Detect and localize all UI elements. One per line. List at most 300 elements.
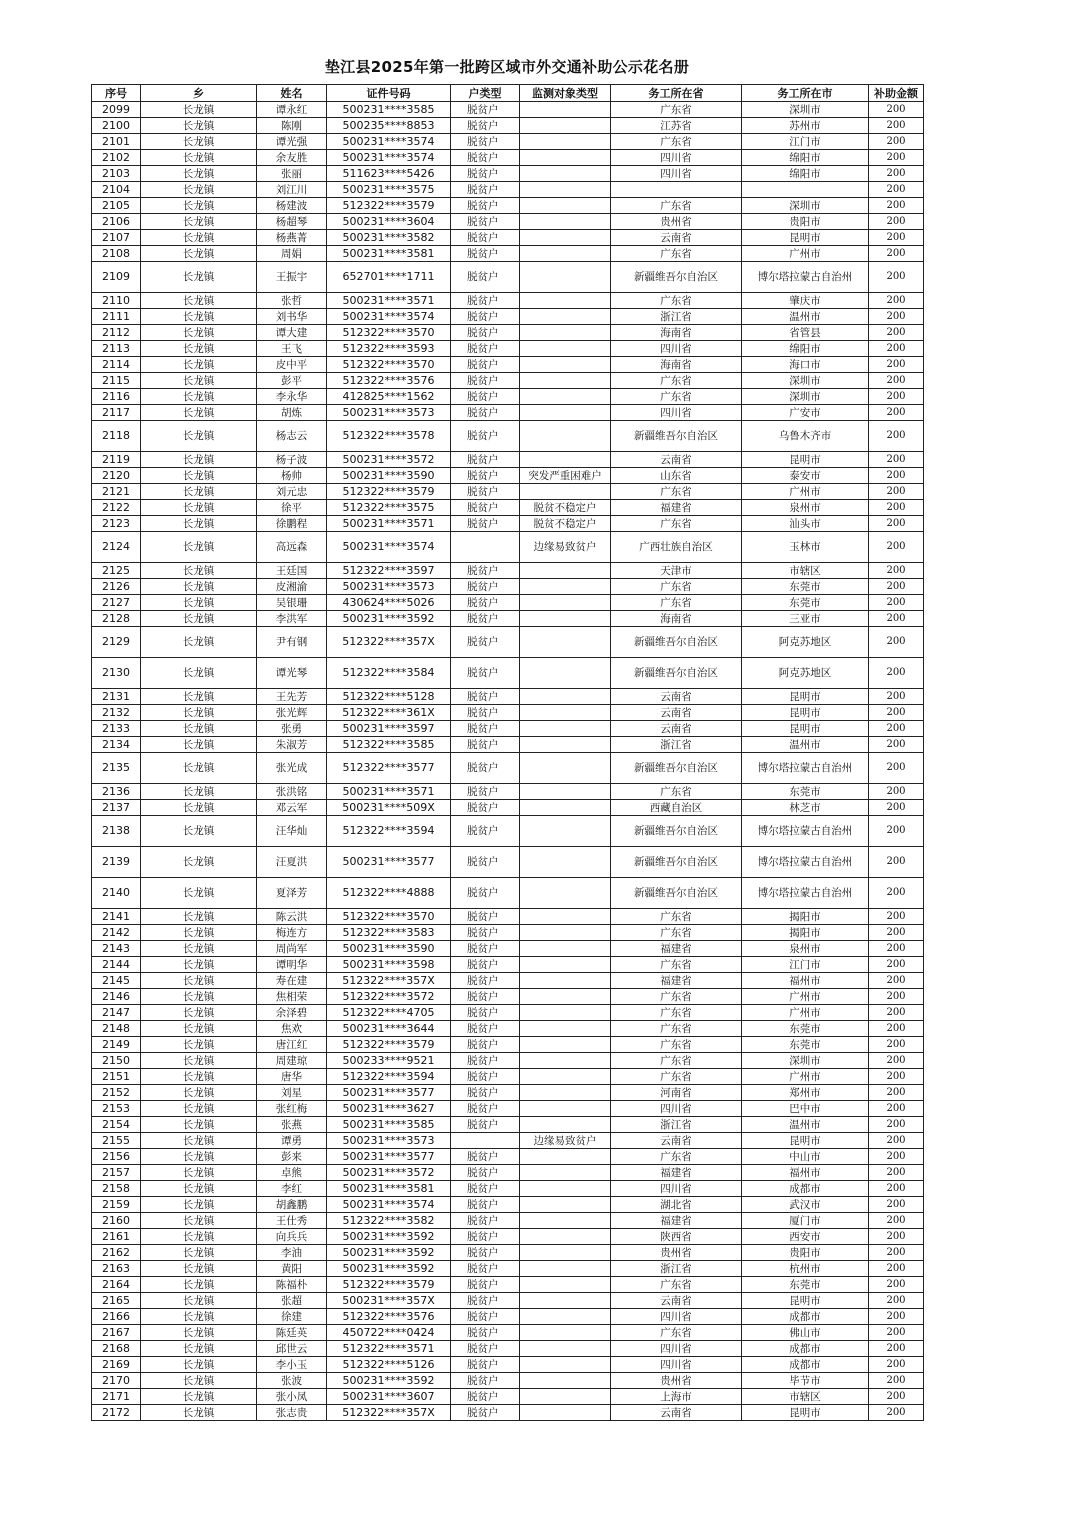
cell-work-city: 博尔塔拉蒙古自治州	[742, 262, 869, 293]
cell-work-province: 河南省	[611, 1085, 742, 1101]
cell-household-type: 脱贫户	[451, 1309, 520, 1325]
table-row	[92, 134, 924, 150]
cell-id-number: 500231****3592	[327, 1245, 451, 1261]
cell-work-city: 深圳市	[742, 102, 869, 118]
cell-township: 长龙镇	[141, 957, 257, 973]
cell-subsidy-amount: 200	[869, 1181, 924, 1197]
cell-monitor-type	[520, 1037, 611, 1053]
cell-work-province: 广东省	[611, 1149, 742, 1165]
cell-seq: 2164	[92, 1277, 141, 1293]
table-row	[92, 102, 924, 118]
cell-township: 长龙镇	[141, 500, 257, 516]
cell-id-number: 512322****3570	[327, 325, 451, 341]
cell-work-city: 中山市	[742, 1149, 869, 1165]
table-row	[92, 1165, 924, 1181]
cell-subsidy-amount: 200	[869, 198, 924, 214]
cell-seq: 2139	[92, 847, 141, 878]
cell-seq: 2132	[92, 705, 141, 721]
table-row	[92, 1021, 924, 1037]
cell-township: 长龙镇	[141, 230, 257, 246]
cell-monitor-type: 边缘易致贫户	[520, 1133, 611, 1149]
cell-township: 长龙镇	[141, 878, 257, 909]
cell-seq: 2103	[92, 166, 141, 182]
cell-name: 周娟	[257, 246, 327, 262]
cell-work-province: 上海市	[611, 1389, 742, 1405]
cell-subsidy-amount: 200	[869, 1357, 924, 1373]
cell-work-city: 玉林市	[742, 532, 869, 563]
cell-household-type: 脱贫户	[451, 658, 520, 689]
cell-work-city: 海口市	[742, 357, 869, 373]
cell-household-type: 脱贫户	[451, 421, 520, 452]
cell-household-type: 脱贫户	[451, 1165, 520, 1181]
cell-township: 长龙镇	[141, 1245, 257, 1261]
cell-work-city: 绵阳市	[742, 150, 869, 166]
cell-household-type: 脱贫户	[451, 957, 520, 973]
cell-monitor-type	[520, 134, 611, 150]
header-monitor-type: 监测对象类型	[520, 85, 611, 102]
cell-work-province: 四川省	[611, 1101, 742, 1117]
cell-township: 长龙镇	[141, 532, 257, 563]
cell-township: 长龙镇	[141, 800, 257, 816]
cell-work-province: 云南省	[611, 705, 742, 721]
cell-subsidy-amount: 200	[869, 1341, 924, 1357]
cell-household-type: 脱贫户	[451, 516, 520, 532]
cell-work-city: 西安市	[742, 1229, 869, 1245]
cell-household-type: 脱贫户	[451, 1053, 520, 1069]
cell-township: 长龙镇	[141, 1069, 257, 1085]
cell-seq: 2151	[92, 1069, 141, 1085]
table-row	[92, 611, 924, 627]
cell-seq: 2168	[92, 1341, 141, 1357]
cell-monitor-type	[520, 627, 611, 658]
cell-id-number: 500231****3597	[327, 721, 451, 737]
table-row	[92, 1053, 924, 1069]
cell-subsidy-amount: 200	[869, 1197, 924, 1213]
cell-township: 长龙镇	[141, 1341, 257, 1357]
cell-id-number: 512322****3583	[327, 925, 451, 941]
cell-household-type: 脱贫户	[451, 1277, 520, 1293]
table-row	[92, 957, 924, 973]
cell-household-type: 脱贫户	[451, 262, 520, 293]
cell-township: 长龙镇	[141, 1357, 257, 1373]
cell-monitor-type	[520, 1101, 611, 1117]
cell-household-type: 脱贫户	[451, 737, 520, 753]
cell-monitor-type	[520, 1197, 611, 1213]
cell-monitor-type	[520, 989, 611, 1005]
cell-name: 李永华	[257, 389, 327, 405]
cell-household-type: 脱贫户	[451, 134, 520, 150]
table-row	[92, 909, 924, 925]
cell-subsidy-amount: 200	[869, 1117, 924, 1133]
cell-township: 长龙镇	[141, 925, 257, 941]
cell-monitor-type	[520, 230, 611, 246]
header-township: 乡	[141, 85, 257, 102]
cell-work-city: 郑州市	[742, 1085, 869, 1101]
cell-subsidy-amount: 200	[869, 941, 924, 957]
cell-name: 刘元忠	[257, 484, 327, 500]
cell-id-number: 512322****3579	[327, 198, 451, 214]
cell-township: 长龙镇	[141, 134, 257, 150]
cell-household-type: 脱贫户	[451, 373, 520, 389]
cell-work-city: 汕头市	[742, 516, 869, 532]
cell-work-city: 泰安市	[742, 468, 869, 484]
cell-name: 黄阳	[257, 1261, 327, 1277]
cell-work-city: 博尔塔拉蒙古自治州	[742, 816, 869, 847]
cell-name: 徐鹏程	[257, 516, 327, 532]
cell-subsidy-amount: 200	[869, 134, 924, 150]
cell-monitor-type	[520, 658, 611, 689]
cell-work-province: 广东省	[611, 1021, 742, 1037]
cell-monitor-type	[520, 705, 611, 721]
table-row	[92, 627, 924, 658]
cell-household-type: 脱贫户	[451, 1037, 520, 1053]
cell-township: 长龙镇	[141, 1325, 257, 1341]
cell-monitor-type	[520, 1165, 611, 1181]
cell-household-type: 脱贫户	[451, 500, 520, 516]
cell-id-number: 512322****3570	[327, 357, 451, 373]
table-row	[92, 1085, 924, 1101]
cell-name: 张燕	[257, 1117, 327, 1133]
cell-seq: 2123	[92, 516, 141, 532]
table-row	[92, 214, 924, 230]
cell-seq: 2119	[92, 452, 141, 468]
table-row	[92, 532, 924, 563]
cell-work-province: 广东省	[611, 102, 742, 118]
cell-subsidy-amount: 200	[869, 373, 924, 389]
cell-township: 长龙镇	[141, 421, 257, 452]
cell-township: 长龙镇	[141, 1053, 257, 1069]
cell-seq: 2165	[92, 1293, 141, 1309]
cell-work-province: 四川省	[611, 1309, 742, 1325]
cell-id-number: 500231****3592	[327, 1261, 451, 1277]
cell-township: 长龙镇	[141, 325, 257, 341]
document-title: 垫江县2025年第一批跨区域市外交通补助公示花名册	[324, 58, 690, 76]
table-row	[92, 293, 924, 309]
header-work-province: 务工所在省	[611, 85, 742, 102]
cell-township: 长龙镇	[141, 1309, 257, 1325]
cell-subsidy-amount: 200	[869, 1037, 924, 1053]
cell-name: 张勇	[257, 721, 327, 737]
table-row	[92, 1261, 924, 1277]
cell-work-city: 成都市	[742, 1181, 869, 1197]
cell-subsidy-amount: 200	[869, 102, 924, 118]
cell-id-number: 652701****1711	[327, 262, 451, 293]
cell-township: 长龙镇	[141, 909, 257, 925]
cell-monitor-type	[520, 721, 611, 737]
cell-id-number: 512322****357X	[327, 973, 451, 989]
cell-monitor-type	[520, 246, 611, 262]
cell-household-type: 脱贫户	[451, 230, 520, 246]
cell-id-number: 500231****3627	[327, 1101, 451, 1117]
cell-work-province: 新疆维吾尔自治区	[611, 627, 742, 658]
cell-subsidy-amount: 200	[869, 1069, 924, 1085]
cell-work-city: 成都市	[742, 1341, 869, 1357]
cell-household-type: 脱贫户	[451, 579, 520, 595]
cell-seq: 2142	[92, 925, 141, 941]
cell-work-province: 广东省	[611, 1277, 742, 1293]
table-row	[92, 579, 924, 595]
cell-work-city: 昆明市	[742, 1405, 869, 1421]
cell-monitor-type	[520, 325, 611, 341]
cell-id-number: 512322****3578	[327, 421, 451, 452]
cell-name: 向兵兵	[257, 1229, 327, 1245]
cell-township: 长龙镇	[141, 941, 257, 957]
cell-work-city: 温州市	[742, 737, 869, 753]
header-name: 姓名	[257, 85, 327, 102]
cell-id-number: 430624****5026	[327, 595, 451, 611]
cell-subsidy-amount: 200	[869, 1373, 924, 1389]
cell-household-type: 脱贫户	[451, 878, 520, 909]
cell-seq: 2166	[92, 1309, 141, 1325]
cell-household-type: 脱贫户	[451, 166, 520, 182]
table-row	[92, 1005, 924, 1021]
cell-name: 张波	[257, 1373, 327, 1389]
table-row	[92, 847, 924, 878]
cell-seq: 2145	[92, 973, 141, 989]
cell-name: 李油	[257, 1245, 327, 1261]
cell-township: 长龙镇	[141, 309, 257, 325]
cell-work-city: 博尔塔拉蒙古自治州	[742, 753, 869, 784]
cell-subsidy-amount: 200	[869, 816, 924, 847]
cell-household-type	[451, 532, 520, 563]
cell-subsidy-amount: 200	[869, 1101, 924, 1117]
cell-household-type: 脱贫户	[451, 753, 520, 784]
cell-subsidy-amount: 200	[869, 579, 924, 595]
cell-work-province: 广东省	[611, 293, 742, 309]
cell-id-number: 512322****3571	[327, 1341, 451, 1357]
table-row	[92, 1341, 924, 1357]
cell-subsidy-amount: 200	[869, 1389, 924, 1405]
cell-subsidy-amount: 200	[869, 532, 924, 563]
cell-name: 张光成	[257, 753, 327, 784]
cell-seq: 2149	[92, 1037, 141, 1053]
cell-work-city: 东莞市	[742, 784, 869, 800]
cell-subsidy-amount: 200	[869, 500, 924, 516]
cell-household-type: 脱贫户	[451, 925, 520, 941]
cell-household-type: 脱贫户	[451, 595, 520, 611]
cell-township: 长龙镇	[141, 1293, 257, 1309]
cell-seq: 2172	[92, 1405, 141, 1421]
cell-work-city: 林芝市	[742, 800, 869, 816]
cell-work-province: 浙江省	[611, 1261, 742, 1277]
cell-monitor-type	[520, 1005, 611, 1021]
cell-monitor-type	[520, 357, 611, 373]
cell-work-city: 泉州市	[742, 941, 869, 957]
table-row	[92, 1389, 924, 1405]
cell-id-number: 412825****1562	[327, 389, 451, 405]
cell-household-type: 脱贫户	[451, 1197, 520, 1213]
table-row	[92, 198, 924, 214]
cell-id-number: 500231****3574	[327, 150, 451, 166]
cell-work-province: 广东省	[611, 1005, 742, 1021]
cell-household-type: 脱贫户	[451, 1357, 520, 1373]
cell-seq: 2144	[92, 957, 141, 973]
cell-name: 张志贵	[257, 1405, 327, 1421]
cell-subsidy-amount: 200	[869, 957, 924, 973]
cell-work-city: 温州市	[742, 1117, 869, 1133]
cell-work-city: 三亚市	[742, 611, 869, 627]
cell-id-number: 512322****3572	[327, 989, 451, 1005]
cell-monitor-type	[520, 214, 611, 230]
cell-household-type: 脱贫户	[451, 705, 520, 721]
cell-subsidy-amount: 200	[869, 925, 924, 941]
cell-name: 陈廷英	[257, 1325, 327, 1341]
table-row	[92, 118, 924, 134]
cell-seq: 2130	[92, 658, 141, 689]
header-id-number: 证件号码	[327, 85, 451, 102]
cell-subsidy-amount: 200	[869, 1277, 924, 1293]
cell-monitor-type	[520, 611, 611, 627]
cell-work-province: 陕西省	[611, 1229, 742, 1245]
cell-work-city: 揭阳市	[742, 925, 869, 941]
cell-id-number: 500231****3582	[327, 230, 451, 246]
header-subsidy-amount: 补助金额	[869, 85, 924, 102]
cell-seq: 2136	[92, 784, 141, 800]
cell-work-province: 广东省	[611, 373, 742, 389]
cell-subsidy-amount: 200	[869, 595, 924, 611]
cell-id-number: 512322****3570	[327, 909, 451, 925]
cell-work-city: 昆明市	[742, 230, 869, 246]
cell-seq: 2160	[92, 1213, 141, 1229]
cell-seq: 2141	[92, 909, 141, 925]
cell-seq: 2133	[92, 721, 141, 737]
cell-monitor-type	[520, 373, 611, 389]
cell-township: 长龙镇	[141, 1149, 257, 1165]
cell-household-type: 脱贫户	[451, 150, 520, 166]
cell-work-province: 云南省	[611, 452, 742, 468]
cell-township: 长龙镇	[141, 753, 257, 784]
cell-seq: 2138	[92, 816, 141, 847]
cell-seq: 2154	[92, 1117, 141, 1133]
cell-id-number: 500231****3571	[327, 516, 451, 532]
cell-household-type: 脱贫户	[451, 1213, 520, 1229]
cell-monitor-type	[520, 309, 611, 325]
table-row	[92, 1357, 924, 1373]
cell-work-province: 海南省	[611, 357, 742, 373]
cell-work-city: 福州市	[742, 973, 869, 989]
cell-monitor-type	[520, 1293, 611, 1309]
cell-township: 长龙镇	[141, 214, 257, 230]
cell-household-type: 脱贫户	[451, 1181, 520, 1197]
table-row	[92, 1037, 924, 1053]
cell-work-province: 贵州省	[611, 214, 742, 230]
cell-id-number: 512322****3582	[327, 1213, 451, 1229]
cell-name: 胡炼	[257, 405, 327, 421]
cell-household-type: 脱贫户	[451, 309, 520, 325]
table-row	[92, 1293, 924, 1309]
cell-subsidy-amount: 200	[869, 341, 924, 357]
cell-id-number: 500231****3592	[327, 611, 451, 627]
cell-subsidy-amount: 200	[869, 1325, 924, 1341]
cell-monitor-type	[520, 1309, 611, 1325]
table-row	[92, 800, 924, 816]
cell-household-type: 脱贫户	[451, 452, 520, 468]
cell-seq: 2125	[92, 563, 141, 579]
table-row	[92, 1181, 924, 1197]
table-row	[92, 721, 924, 737]
cell-township: 长龙镇	[141, 1165, 257, 1181]
cell-monitor-type	[520, 816, 611, 847]
cell-seq: 2115	[92, 373, 141, 389]
cell-township: 长龙镇	[141, 1037, 257, 1053]
cell-monitor-type	[520, 389, 611, 405]
cell-name: 卓熊	[257, 1165, 327, 1181]
cell-work-province: 广东省	[611, 246, 742, 262]
cell-household-type: 脱贫户	[451, 214, 520, 230]
cell-monitor-type	[520, 293, 611, 309]
table-row	[92, 563, 924, 579]
cell-seq: 2104	[92, 182, 141, 198]
cell-seq: 2162	[92, 1245, 141, 1261]
cell-subsidy-amount: 200	[869, 293, 924, 309]
cell-seq: 2116	[92, 389, 141, 405]
cell-seq: 2148	[92, 1021, 141, 1037]
cell-seq: 2107	[92, 230, 141, 246]
cell-seq: 2157	[92, 1165, 141, 1181]
cell-id-number: 500231****3577	[327, 847, 451, 878]
cell-township: 长龙镇	[141, 737, 257, 753]
cell-work-city: 东莞市	[742, 1277, 869, 1293]
table-row	[92, 658, 924, 689]
cell-monitor-type	[520, 941, 611, 957]
cell-monitor-type	[520, 1149, 611, 1165]
cell-name: 陈云洪	[257, 909, 327, 925]
cell-work-city: 广州市	[742, 989, 869, 1005]
cell-seq: 2105	[92, 198, 141, 214]
cell-monitor-type	[520, 1277, 611, 1293]
cell-work-city: 成都市	[742, 1357, 869, 1373]
cell-monitor-type	[520, 579, 611, 595]
cell-seq: 2137	[92, 800, 141, 816]
cell-township: 长龙镇	[141, 102, 257, 118]
cell-township: 长龙镇	[141, 627, 257, 658]
cell-id-number: 512322****3575	[327, 500, 451, 516]
cell-household-type: 脱贫户	[451, 182, 520, 198]
cell-subsidy-amount: 200	[869, 563, 924, 579]
cell-monitor-type	[520, 595, 611, 611]
cell-subsidy-amount: 200	[869, 658, 924, 689]
cell-work-province: 广东省	[611, 579, 742, 595]
cell-township: 长龙镇	[141, 1117, 257, 1133]
cell-work-province: 四川省	[611, 166, 742, 182]
cell-household-type: 脱贫户	[451, 1149, 520, 1165]
cell-work-province	[611, 182, 742, 198]
cell-name: 焦欢	[257, 1021, 327, 1037]
cell-township: 长龙镇	[141, 847, 257, 878]
cell-work-city: 东莞市	[742, 595, 869, 611]
cell-township: 长龙镇	[141, 341, 257, 357]
cell-id-number: 500231****3598	[327, 957, 451, 973]
cell-household-type: 脱贫户	[451, 198, 520, 214]
cell-work-city: 深圳市	[742, 198, 869, 214]
header-seq: 序号	[92, 85, 141, 102]
cell-subsidy-amount: 200	[869, 689, 924, 705]
cell-work-province: 广西壮族自治区	[611, 532, 742, 563]
cell-id-number: 500231****3604	[327, 214, 451, 230]
cell-household-type: 脱贫户	[451, 611, 520, 627]
cell-name: 杨帅	[257, 468, 327, 484]
cell-subsidy-amount: 200	[869, 1165, 924, 1181]
cell-household-type: 脱贫户	[451, 816, 520, 847]
cell-id-number: 500231****3573	[327, 1133, 451, 1149]
cell-subsidy-amount: 200	[869, 262, 924, 293]
cell-household-type: 脱贫户	[451, 341, 520, 357]
cell-work-province: 广东省	[611, 134, 742, 150]
cell-household-type: 脱贫户	[451, 1085, 520, 1101]
table-row	[92, 1133, 924, 1149]
cell-seq: 2155	[92, 1133, 141, 1149]
cell-work-city: 昆明市	[742, 1133, 869, 1149]
